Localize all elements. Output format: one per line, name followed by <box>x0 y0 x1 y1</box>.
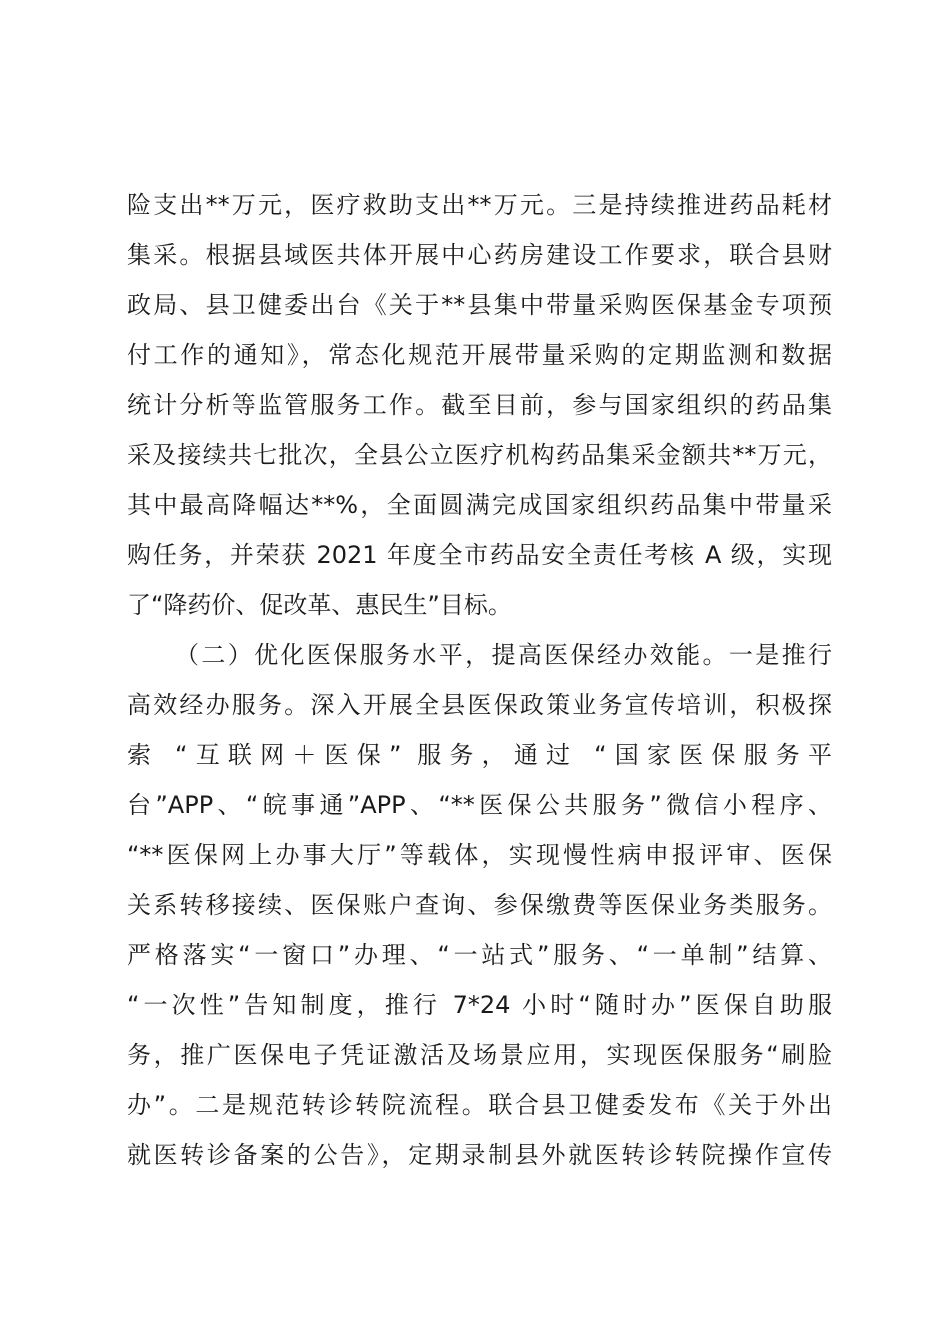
text-line: 台”APP、“皖事通”APP、“**医保公共服务”微信小程序、 <box>127 791 832 819</box>
text-line: 办”。二是规范转诊转院流程。联合县卫健委发布《关于外出 <box>127 1091 832 1119</box>
text-line: 就医转诊备案的公告》，定期录制县外就医转诊转院操作宣传 <box>127 1141 832 1169</box>
text-line: 政局、县卫健委出台《关于**县集中带量采购医保基金专项预 <box>127 291 832 319</box>
text-line: “**医保网上办事大厅”等载体，实现慢性病申报评审、医保 <box>127 841 832 869</box>
body-text <box>127 180 832 1180</box>
text-line: 关系转移接续、医保账户查询、参保缴费等医保业务类服务。 <box>127 891 832 919</box>
text-line: 采及接续共七批次，全县公立医疗机构药品集采金额共**万元， <box>127 441 832 469</box>
text-line: 购任务，并荣获 2021 年度全市药品安全责任考核 A 级，实现 <box>127 541 832 569</box>
text-line: 务，推广医保电子凭证激活及场景应用，实现医保服务“刷脸 <box>127 1041 832 1069</box>
text-line: 其中最高降幅达**%，全面圆满完成国家组织药品集中带量采 <box>127 491 832 519</box>
text-line: 高效经办服务。深入开展全县医保政策业务宣传培训，积极探 <box>127 691 832 719</box>
text-line: 统计分析等监管服务工作。截至目前，参与国家组织的药品集 <box>127 391 832 419</box>
text-line: 索 “互联网＋医保” 服务，通过 “国家医保服务平 <box>127 741 832 769</box>
text-line: 付工作的通知》，常态化规范开展带量采购的定期监测和数据 <box>127 341 832 369</box>
text-line: 集采。根据县域医共体开展中心药房建设工作要求，联合县财 <box>127 241 832 269</box>
text-line: 严格落实“一窗口”办理、“一站式”服务、“一单制”结算、 <box>127 941 832 969</box>
text-line-paragraph-end: 了“降药价、促改革、惠民生”目标。 <box>127 591 512 619</box>
text-line-section-heading: （二）优化医保服务水平，提高医保经办效能。一是推行 <box>175 641 832 669</box>
text-line: “一次性”告知制度，推行 7*24 小时“随时办”医保自助服 <box>127 991 832 1019</box>
text-line: 险支出**万元，医疗救助支出**万元。三是持续推进药品耗材 <box>127 191 832 219</box>
